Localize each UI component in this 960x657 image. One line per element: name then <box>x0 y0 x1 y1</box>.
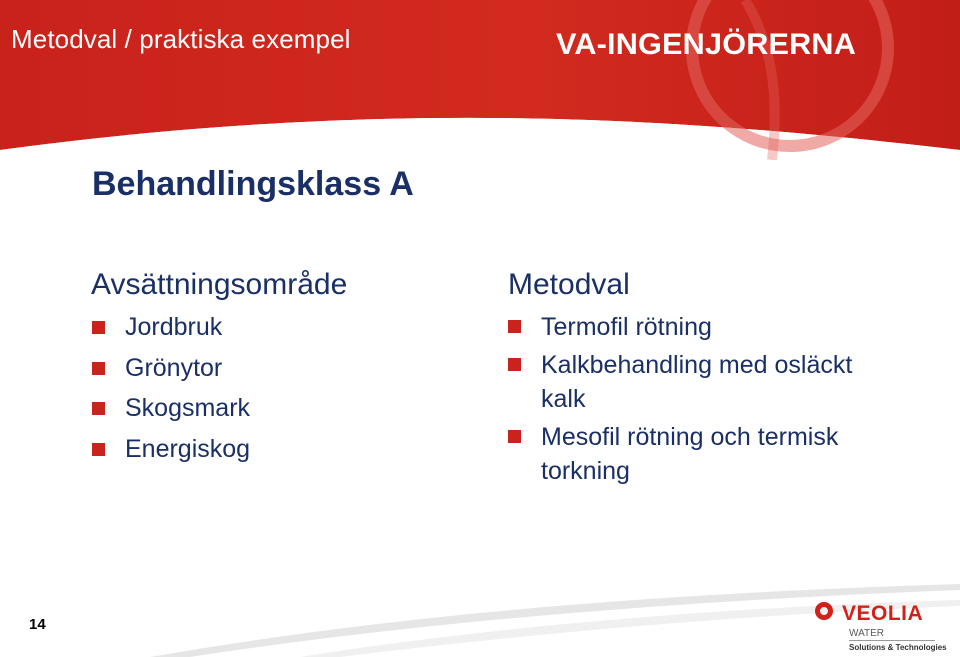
bullet-square-icon <box>92 362 105 375</box>
slide-heading: Behandlingsklass A <box>92 165 414 203</box>
bullet-text: Jordbruk <box>125 313 223 341</box>
veolia-divider <box>849 640 935 641</box>
right-list-item <box>508 420 898 488</box>
left-list-item <box>92 393 422 434</box>
bullet-text: Mesofil rötning och termisk torkning <box>541 423 839 485</box>
left-list-item <box>92 434 422 475</box>
right-column-heading: Metodval <box>508 268 630 301</box>
bullet-text: Grönytor <box>125 353 223 382</box>
bullet-square-icon <box>92 443 105 456</box>
right-bullet-list <box>508 310 898 492</box>
veolia-subtitle: WATER <box>849 628 884 639</box>
left-list-item <box>92 312 422 353</box>
bullet-square-icon <box>92 321 105 334</box>
veolia-ring-icon <box>815 602 833 620</box>
va-ingenjorerna-logo: VA-INGENJÖRERNA <box>556 28 857 61</box>
left-list-item <box>92 353 422 394</box>
left-column-heading: Avsättningsområde <box>91 268 348 301</box>
bullet-text: Termofil rötning <box>541 313 712 341</box>
left-bullet-list <box>92 312 422 475</box>
bullet-text: Energiskog <box>125 435 251 464</box>
bullet-square-icon <box>508 430 521 443</box>
bullet-text: Skogsmark <box>125 394 251 423</box>
veolia-water-logo <box>812 598 947 654</box>
bullet-square-icon <box>508 320 521 333</box>
veolia-tagline: Solutions & Technologies <box>849 643 947 652</box>
right-list-item <box>508 310 898 344</box>
presentation-title: Metodval / praktiska exempel <box>11 24 351 54</box>
bullet-square-icon <box>92 402 105 415</box>
right-list-item <box>508 348 898 416</box>
bullet-square-icon <box>508 358 521 371</box>
bullet-text: Kalkbehandling med osläckt kalk <box>541 351 853 413</box>
header-banner <box>0 0 960 160</box>
page-number: 14 <box>29 616 46 633</box>
veolia-name: VEOLIA <box>842 602 924 625</box>
